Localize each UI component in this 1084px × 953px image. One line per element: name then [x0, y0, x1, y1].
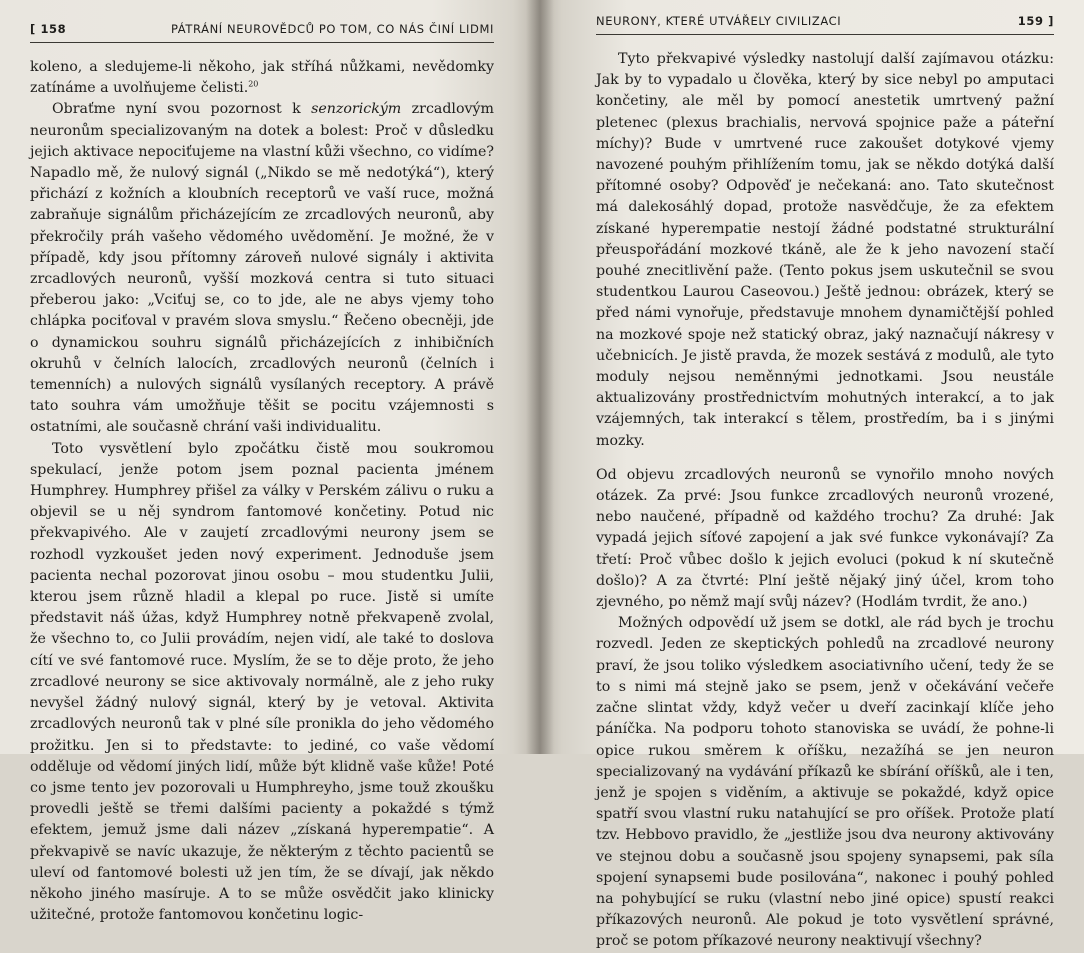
right-page-number: 159 ]: [1017, 14, 1054, 28]
left-paragraph-1: [30, 57, 494, 99]
left-page: [0, 0, 540, 924]
left-paragraph-3: Toto vysvětlení bylo zpočátku čistě mou soukromou spekulací, jenže potom jsem poznal pacienta jménem Humphrey. Humphrey přišel za války v Perském zálivu o ruku a objevil se u něj syndrom fantomové končetiny. Potud nic překvapivého. Ale v zaujetí zrcadlovými neurony jsem se rozhodl vyzkoušet jeden nový experiment. Jednoduše jsem pacienta nechal pozorovat jinou osobu – mou studentku Julii, kterou jsem různě hladil a klepal po ruce. Jistě si umíte představit náš úžas, když Humphrey notně překvapeně zvolal, že všechno to, co Julii provádím, nejen vidí, ale také to doslova cítí ve své fantomové ruce. Myslím, že se to děje proto, že jeho zrcadlové neurony se sice aktivovaly normálně, ale z jeho ruky nevyšel žádný nulový signál, který by je vetoval. Aktivita zrcadlových neuronů tak v plné síle pronikla do jeho vědomého prožitku. Jen si to představte: to jediné, co vaše vědomí odděluje od vědomí jiných lidí, může být klidně vaše kůže! Poté co jsme tento jev pozorovali u Humphreyho, jsme touž zkoušku provedli ještě se třemi dalšími pacienty a pokaždé s týmž efektem, jemuž jsme dali název „získaná hyperempatie“. A překvapivě se navíc ukazuje, že některým z těchto pacientů se uleví od fantomové bolesti už jen tím, že se dívají, jak někdo někoho jiného masíruje. A to se může osvědčit jako klinicky užitečné, protože fantomovou končetinu logic-: [30, 440, 494, 924]
right-page-header: [596, 14, 1054, 35]
left-page-body: [30, 57, 494, 926]
left-paragraph-1-text: koleno, a sledujeme-li někoho, jak stříhá nůžkami, nevědomky zatínáme a uvolňujeme čelisti.: [30, 59, 494, 97]
right-paragraph-1: Tyto překvapivé výsledky nastolují další zajímavou otázku: Jak by to vypadalo u člověka, který by sice nebyl po amputaci končetiny, ale měl by pomocí anestetik umrtvený pažní pletenec (plexus brachialis, nervová spojnice paže a páteřní míchy)? Bude v umrtvené ruce zakoušet dotykové vjemy navozené pouhým přihlížením tomu, jak se někdo dotýká další přítomné osoby? Odpověď je nečekaná: ano. Tato skutečnost má dalekosáhlý dopad, protože nasvědčuje, že za efektem získané hyperempatie nestojí žádné podstatné strukturální přeuspořádání mozkové tkáně, ale že k jeho navození stačí pouhé znecitlivění paže. (Tento pokus jsem uskutečnil se svou studentkou Laurou Caseovou.) Ještě jednou: obrázek, který se před námi vynořuje, představuje mnohem dynamičtější pohled na mozkové spoje než statický obraz, jaký naznačují nákresy v učebnicích. Je jistě pravda, že mozek sestává z modulů, ale tyto moduly nejsou neměnnými jednotkami. Jsou neustále aktualizovány prostřednictvím mohutných interakcí, a to jak vzájemných, tak interakcí s tělem, prostředím, ba i s jinými mozky.: [596, 51, 1054, 449]
right-running-title: NEURONY, KTERÉ UTVÁŘELY CIVILIZACI: [596, 14, 842, 28]
left-paragraph-2-emphasis: senzorickým: [311, 101, 402, 118]
footnote-ref-20: 20: [248, 79, 259, 89]
left-page-number: [ 158: [30, 22, 67, 36]
right-paragraph-2: Od objevu zrcadlových neuronů se vynořilo mnoho nových otázek. Za prvé: Jsou funkce zrcadlových neuronů vrozené, nebo naučené, případně od každého trochu? Za druhé: Jak vypadá jejich síťové zapojení a jak své funkce vykonávají? Za třetí: Proč vůbec došlo k jejich evoluci (pokud k ní skutečně došlo)? A za čtvrté: Plní ještě nějaký jiný účel, krom toho zjevného, po němž mají svůj název? (Hodlám tvrdit, že ano.): [596, 466, 1054, 611]
right-paragraph-3: Možných odpovědí už jsem se dotkl, ale rád bych je trochu rozvedl. Jeden ze skeptických pohledů na zrcadlové neurony praví, že jsou toliko výsledkem asociativního učení, tedy že se to s nimi má stejně jako se psem, jenž v očekávání večeře začne slintat vždy, když večer u dveří zacinkají klíče jeho páníčka. Na podporu tohoto stanoviska se uvádí, že pohne-li opice rukou směrem k oříšku, nezažíhá se jen neuron specializovaný na vydávání příkazů ke sbírání oříšků, ale i ten, jenž je spojen s viděním, a aktivuje se pokaždé, když opice spatří svou vlastní ruku natahující se pro oříšek. Protože platí tzv. Hebbovo pravidlo, že „jestliže jsou dva neurony aktivovány ve stejnou dobu a současně jsou spojeny synapsemi, pak síla spojení synapsemi bude posilována“, nakonec i pouhý pohled na pohybující se ruku (vlastní nebo jiné opice) spustí reakci příkazových neuronů. Ale pokud je toto vysvětlení správné, proč se potom příkazové neurony neaktivují všechny?: [596, 615, 1054, 950]
left-paragraph-2-rest: zrcadlovým neuronům specializovaným na dotek a bolest: Proč v důsledku jejich aktivace nepociťujeme na vlastní kůži všechno, co vidíme? Napadlo mě, že nulový signál („Nikdo se mě nedotýká“), který přichází z kožních a kloubních receptorů ve vaší ruce, možná zabraňuje signálům přicházejícím ze zrcadlových neuronů, aby překročily práh vašeho vědomého uvědomění. Je možné, že v případě, kdy jsou přítomny zároveň nulové signály i aktivita zrcadlových neuronů, vyšší mozková centra si tuto situaci přeberou jako: „Vciťuj se, co to jde, ale ne abys vjemy toho chlápka pociťoval v pravém slova smyslu.“ Řečeno obecněji, jde o dynamickou souhru signálů přicházejících z inhibičních okruhů v čelních lalocích, zrcadlových neuronů (čelních i temenních) a nulových signálů vysílaných receptory. A právě tato souhra vám umožňuje těšit se pocitu vzájemnosti s ostatními, ale současně chrání vaši individualitu.: [30, 101, 494, 436]
left-running-title: PÁTRÁNÍ NEUROVĚDCŮ PO TOM, CO NÁS ČINÍ LIDMI: [170, 22, 494, 36]
left-paragraph-2: [30, 99, 494, 438]
left-page-header: [30, 22, 494, 43]
right-page: [540, 0, 1084, 950]
left-paragraph-2-start: Obraťme nyní svou pozornost k: [52, 101, 312, 118]
right-page-body: [596, 49, 1054, 953]
